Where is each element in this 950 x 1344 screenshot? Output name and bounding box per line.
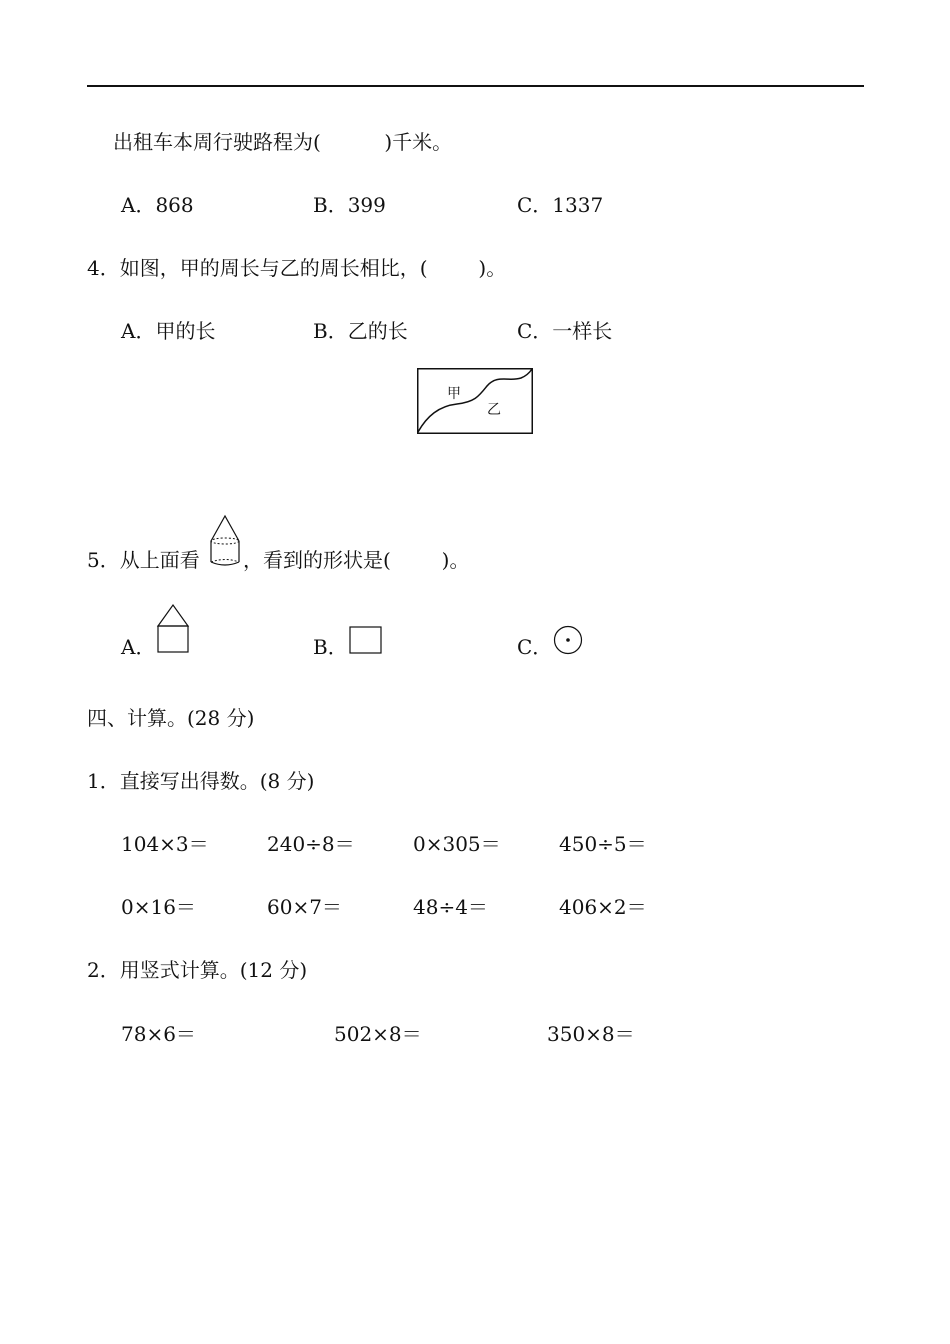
calc-item: 240÷8＝ (267, 832, 355, 856)
calc-item: 0×305＝ (413, 832, 501, 856)
cone-on-cylinder-solid-icon (208, 514, 242, 568)
calc-item: 48÷4＝ (413, 895, 488, 919)
q5-option-c: C． (517, 635, 553, 659)
vertical-calc-item: 502×8＝ (334, 1022, 422, 1046)
region-jia-label: 甲 (447, 386, 461, 402)
q4-stem: 4．如图，甲的周长与乙的周长相比，( )。 (87, 256, 507, 280)
vertical-calc-item: 78×6＝ (121, 1022, 196, 1046)
q3-option-a: A．868 (121, 193, 194, 217)
q5-option-b: B． (313, 635, 348, 659)
vertical-calc-item: 350×8＝ (547, 1022, 635, 1046)
header-rule (87, 85, 864, 87)
section-four-title: 四、计算。(28 分) (87, 706, 255, 730)
q3-stem: 出租车本周行驶路程为( )千米。 (113, 130, 453, 154)
circle-with-center-dot-icon (553, 625, 583, 655)
calc-item: 406×2＝ (559, 895, 647, 919)
q4-option-c: C．一样长 (517, 319, 613, 343)
region-yi-label: 乙 (487, 402, 501, 418)
q3-option-b: B．399 (313, 193, 386, 217)
q4-figure (417, 368, 533, 434)
q4-option-b: B．乙的长 (313, 319, 408, 343)
square-shape-icon (349, 626, 383, 654)
q5-option-a: A． (121, 635, 156, 659)
house-shape-icon (156, 603, 190, 653)
calc-item: 60×7＝ (267, 895, 342, 919)
part1-title: 1．直接写出得数。(8 分) (87, 769, 315, 793)
calc-item: 450÷5＝ (559, 832, 647, 856)
q5-stem-part2: ，看到的形状是( )。 (243, 548, 470, 572)
calc-item: 0×16＝ (121, 895, 196, 919)
q3-option-c: C．1337 (517, 193, 604, 217)
calc-item: 104×3＝ (121, 832, 209, 856)
part2-title: 2．用竖式计算。(12 分) (87, 958, 308, 982)
q5-stem-part1: 5．从上面看 (87, 548, 200, 572)
q4-option-a: A．甲的长 (121, 319, 216, 343)
